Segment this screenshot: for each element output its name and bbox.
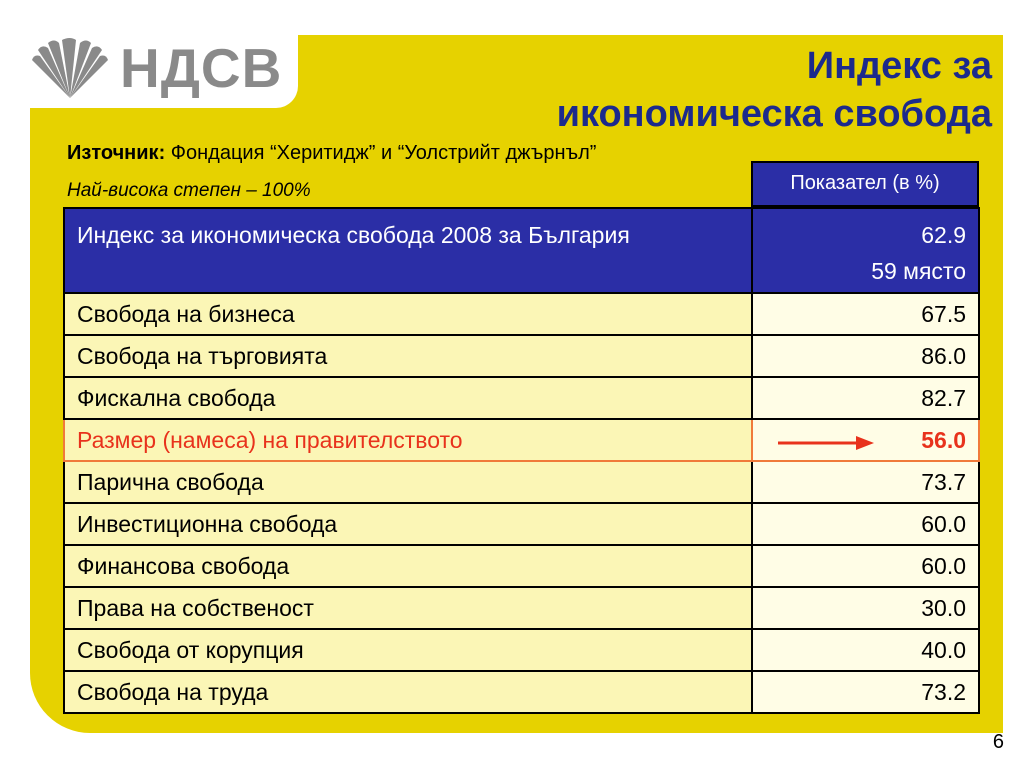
source-label: Източник:: [67, 142, 166, 164]
page-title: [472, 42, 992, 138]
row-label: Инвестиционна свобода: [64, 503, 752, 545]
row-value: 73.2: [752, 671, 979, 713]
scale-note: Най-висока степен – 100%: [67, 180, 311, 201]
table-row: [64, 293, 979, 335]
row-value: 30.0: [752, 587, 979, 629]
row-label: Свобода от корупция: [64, 629, 752, 671]
table-row: [64, 545, 979, 587]
value-column-header: Показател (в %): [751, 161, 979, 207]
shell-logo-icon: [28, 38, 112, 100]
main-row-value-cell: [752, 208, 979, 293]
row-value: 56.0: [752, 419, 979, 461]
table-row: [64, 503, 979, 545]
table-row: [64, 671, 979, 713]
row-label: Свобода на бизнеса: [64, 293, 752, 335]
table-row: [64, 587, 979, 629]
logo-text: НДСВ: [120, 37, 283, 99]
freedom-index-table: [63, 207, 980, 714]
right-arrow-icon: [776, 434, 876, 452]
table-row: [64, 335, 979, 377]
table-row-main: [64, 208, 979, 293]
table-row: [64, 629, 979, 671]
row-label: Финансова свобода: [64, 545, 752, 587]
page-number: 6: [992, 731, 1004, 753]
main-row-value: 62.9: [921, 222, 966, 248]
row-value: 40.0: [752, 629, 979, 671]
row-label: Права на собственост: [64, 587, 752, 629]
row-label: Парична свобода: [64, 461, 752, 503]
row-value: 86.0: [752, 335, 979, 377]
row-value: 82.7: [752, 377, 979, 419]
title-line-2: икономическа свобода: [556, 93, 992, 135]
main-row-rank: 59 място: [871, 258, 966, 284]
row-value: 73.7: [752, 461, 979, 503]
table-row: [64, 377, 979, 419]
row-value: 67.5: [752, 293, 979, 335]
row-label: Свобода на труда: [64, 671, 752, 713]
row-value: 60.0: [752, 503, 979, 545]
row-label: Размер (намеса) на правителството: [64, 419, 752, 461]
main-row-label: Индекс за икономическа свобода 2008 за България: [64, 208, 752, 293]
title-line-1: Индекс за: [806, 45, 992, 87]
table-row: [64, 461, 979, 503]
row-value: 60.0: [752, 545, 979, 587]
row-label: Фискална свобода: [64, 377, 752, 419]
logo-area: [0, 0, 298, 108]
source-text: Фондация “Херитидж” и “Уолстрийт джърнъл”: [165, 142, 597, 164]
source-line: [67, 142, 596, 165]
row-label: Свобода на търговията: [64, 335, 752, 377]
